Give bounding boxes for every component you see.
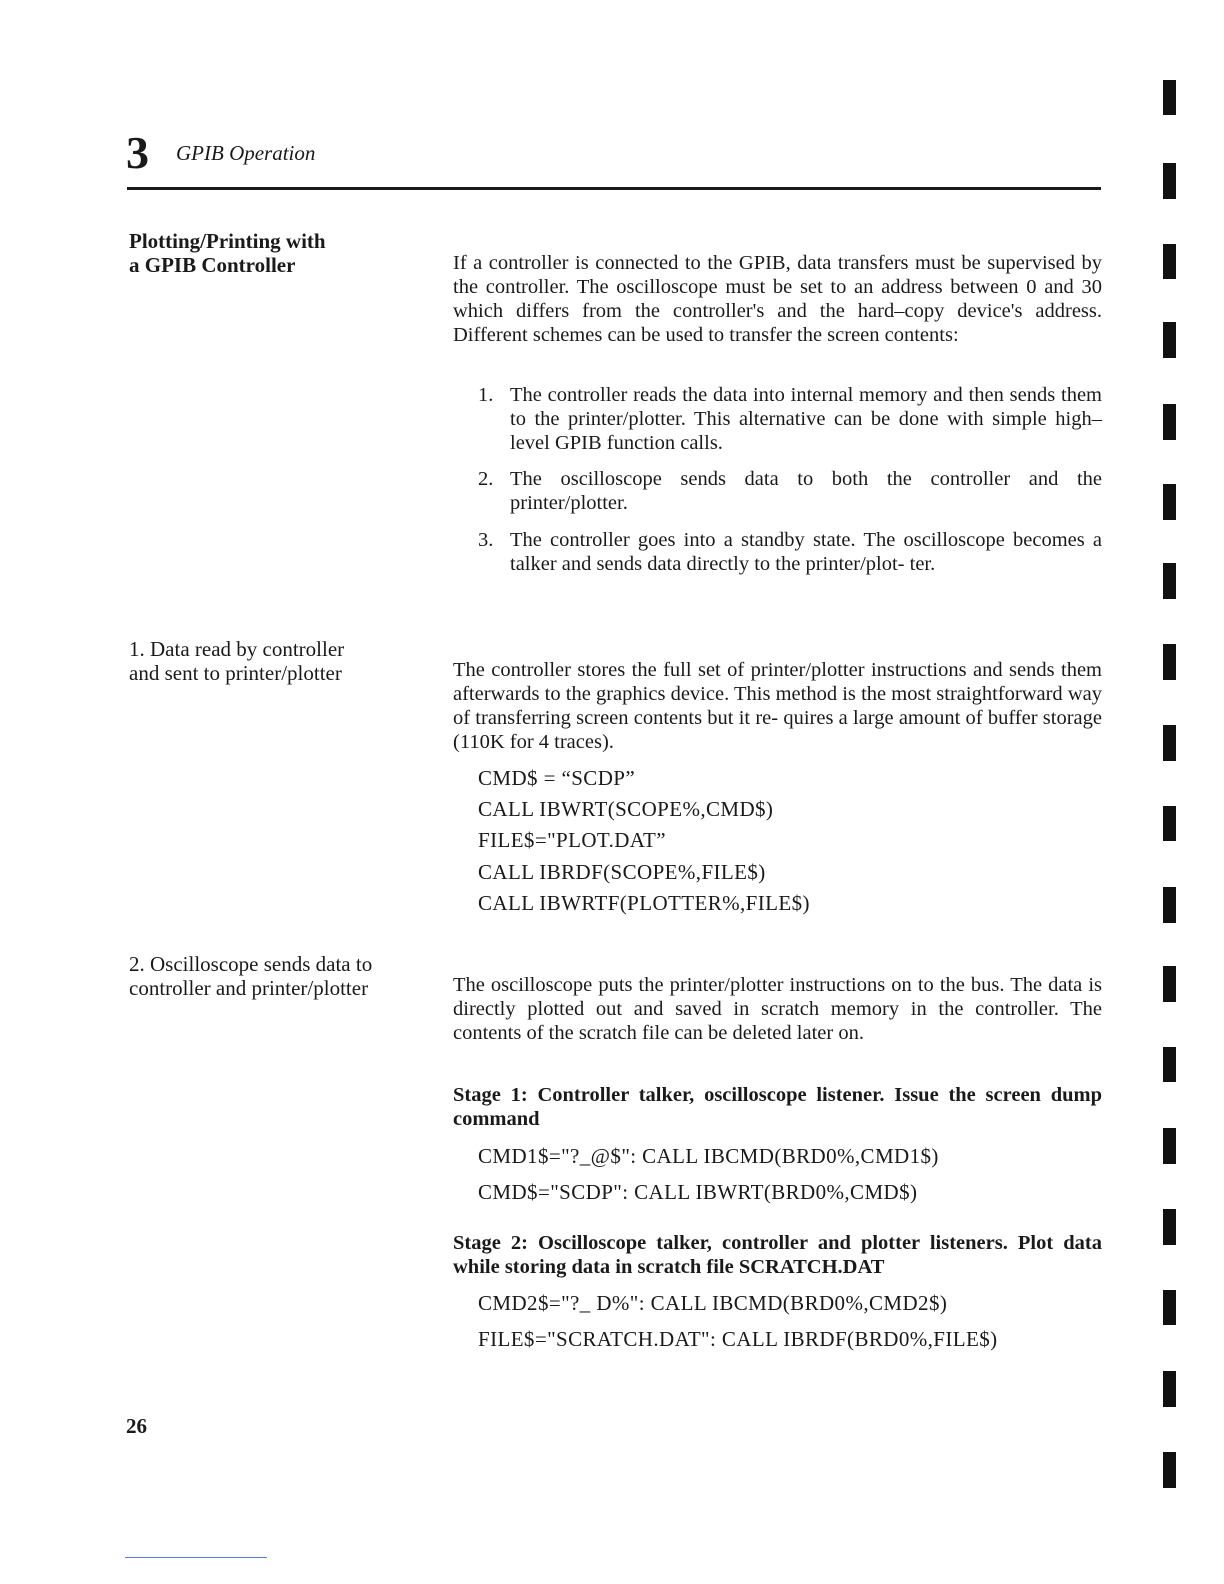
edge-mark [1163,1452,1176,1488]
chapter-number: 3 [126,127,149,178]
list-item [478,383,1102,455]
edge-mark [1163,1047,1176,1082]
code-line: FILE$="PLOT.DAT” [478,828,666,852]
edge-mark [1163,244,1176,279]
section-heading [129,229,429,277]
method2-paragraph: The oscilloscope puts the printer/plotter instructions on to the bus. The data is directly plotted out and saved in scratch memory in the controller. The contents of the scratch file can be deleted later on. [453,974,1102,1044]
edge-mark [1163,484,1176,520]
list-item-text: The controller goes into a standby state. The oscilloscope becomes a talker and sends data directly to the printer/plot- ter. [510,529,1102,575]
header-rule [127,187,1101,190]
list-item-number: 2. [478,468,494,490]
edge-mark [1163,322,1176,358]
edge-mark [1163,1290,1176,1325]
list-item-number: 1. [478,384,494,406]
edge-mark [1163,1371,1176,1407]
code-line: CALL IBRDF(SCOPE%,FILE$) [478,860,766,884]
list-item [478,528,1102,576]
section-heading-line2: a GPIB Controller [129,253,296,277]
code-line: CMD$ = “SCDP” [478,766,636,790]
page-number: 26 [126,1414,147,1438]
side-label-line1: 2. Oscilloscope sends data to [129,952,373,976]
list-item-text: The controller reads the data into internal memory and then sends them to the printer/plotter. This alternative can be done with simple high–level GPIB function calls. [510,384,1102,454]
intro-paragraph: If a controller is connected to the GPIB, data transfers must be supervised by the controller. The oscilloscope must be set to an address between 0 and 30 which differs from the controller's and the hard–copy device's address. Different schemes can be used to transfer the screen contents: [453,252,1102,346]
list-item [478,467,1102,515]
code-line: CMD2$="?_ D%": CALL IBCMD(BRD0%,CMD2$) [478,1291,948,1315]
edge-mark [1163,725,1176,761]
stage2-heading: Stage 2: Oscilloscope talker, controller and plotter listeners. Plot data while storing data in scratch file SCRATCH.DAT [453,1232,1102,1278]
code-line: CMD$="SCDP": CALL IBWRT(BRD0%,CMD$) [478,1180,918,1204]
stage1-heading: Stage 1: Controller talker, oscilloscope listener. Issue the screen dump command [453,1084,1102,1130]
side-label-line2: controller and printer/plotter [129,976,369,1000]
code-line: CMD1$="?_@$": CALL IBCMD(BRD0%,CMD1$) [478,1144,939,1168]
side-label-line1: 1. Data read by controller [129,637,345,661]
edge-mark [1163,163,1176,199]
section-heading-line1: Plotting/Printing with [129,229,326,253]
chapter-title: GPIB Operation [176,141,316,165]
edge-mark [1163,1128,1176,1164]
code-line: CALL IBWRT(SCOPE%,CMD$) [478,797,774,821]
code-line: FILE$="SCRATCH.DAT": CALL IBRDF(BRD0%,FILE$) [478,1327,998,1351]
edge-mark [1163,806,1176,841]
code-line: CALL IBWRTF(PLOTTER%,FILE$) [478,891,810,915]
edge-mark [1163,563,1176,599]
footer-line [125,1557,267,1558]
edge-mark [1163,644,1176,680]
edge-mark [1163,1209,1176,1245]
list-item-number: 3. [478,529,494,551]
side-label-line2: and sent to printer/plotter [129,661,342,685]
method1-side-label [129,637,429,685]
edge-mark [1163,887,1176,923]
edge-mark [1163,80,1176,115]
list-item-text: The oscilloscope sends data to both the controller and the printer/plotter. [510,468,1102,514]
edge-mark [1163,966,1176,1002]
edge-mark [1163,404,1176,440]
method2-side-label [129,952,429,1000]
method1-paragraph: The controller stores the full set of printer/plotter instructions and sends them afterwards to the graphics device. This method is the most straightforward way of transferring screen contents but it re- quires a large amount of buffer storage (110K for 4 traces). [453,659,1102,753]
